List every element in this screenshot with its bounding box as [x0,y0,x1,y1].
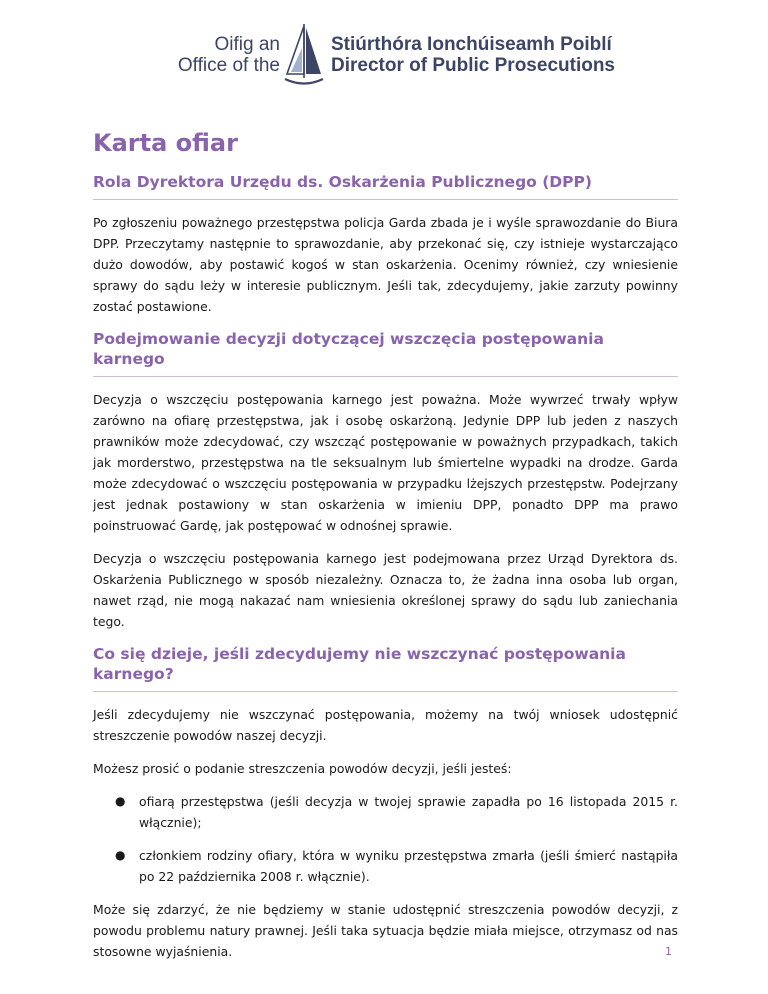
bullet-icon: ● [115,848,126,862]
list-item-text: ofiarą przestępstwa (jeśli decyzja w twojej sprawie zapadła po 16 listopada 2015 r. włącznie); [139,794,678,830]
paragraph: Jeśli zdecydujemy nie wszczynać postępowania, możemy na twój wniosek udostępnić streszczenie powodów naszej decyzji. [93,707,678,743]
section-heading: Co się dzieje, jeśli zdecydujemy nie wszczynać postępowania karnego? [93,644,678,692]
sails-logo-icon [283,22,325,90]
page-number: 1 [665,945,672,958]
section-prosecution-decision [93,329,678,632]
logo-right-line1: Stiúrthóra Ionchúiseamh Poiblí [331,34,612,55]
bullet-icon: ● [115,794,126,808]
paragraph: Po zgłoszeniu poważnego przestępstwa policja Garda zbada je i wyśle sprawozdanie do Biura DPP. Przeczytamy następnie to sprawozdanie, aby przekonać się, czy istnieje wystarczająco dużo dowodów, aby postawić kogoś w stan oskarżenia. Ocenimy również, czy wniesienie sprawy do sądu leży w interesie publicznym. Jeśli tak, zdecydujemy, jakie zarzuty powinny zostać postawione. [93,215,678,314]
section-no-prosecution [93,644,678,962]
page-title: Karta ofiar [93,129,238,157]
list-item [93,845,678,887]
paragraph: Możesz prosić o podanie streszczenia powodów decyzji, jeśli jesteś: [93,761,512,776]
section-dpp-role [93,172,678,317]
logo-text-office-name [331,34,615,76]
logo-text-irish-english [178,34,280,76]
section-heading: Rola Dyrektora Urzędu ds. Oskarżenia Publicznego (DPP) [93,172,678,200]
logo-left-line1: Oifig an [214,34,280,55]
paragraph: Może się zdarzyć, że nie będziemy w stanie udostępnić streszczenia powodów decyzji, z powodu problemu natury prawnej. Jeśli taka sytuacja będzie miała miejsce, otrzymasz od nas stosowne wyjaśnienia. [93,902,678,959]
letterhead [0,22,768,90]
paragraph: Decyzja o wszczęciu postępowania karnego jest podejmowana przez Urząd Dyrektora ds. Oskarżenia Publicznego w sposób niezależny. Oznacza to, że żadna inna osoba lub organ, nawet rząd, nie mogą nakazać nam wniesienia określonej sprawy do sądu lub zaniechania tego. [93,551,678,629]
logo-left-line2: Office of the [177,55,280,76]
list-item-text: członkiem rodziny ofiary, która w wyniku przestępstwa zmarła (jeśli śmierć nastąpiła po 22 października 2008 r. włącznie). [139,848,678,884]
document-body [93,128,678,974]
logo-right-line2: Director of Public Prosecutions [331,55,615,76]
paragraph: Decyzja o wszczęciu postępowania karnego jest poważna. Może wywrzeć trwały wpływ zarówno na ofiarę przestępstwa, jak i osobę oskarżoną. Jedynie DPP lub jeden z naszych prawników może zdecydować, czy wszcząć postępowanie w poważnych przypadkach, takich jak morderstwo, przestępstwa na tle seksualnym lub śmiertelne wypadki na drodze. Garda może zdecydować o wszczęciu postępowania w przypadku lżejszych przestępstw. Podejrzany jest jednak postawiony w stan oskarżenia w imieniu DPP, ponadto DPP ma prawo poinstruować Gardę, jak postępować w odnośnej sprawie. [93,392,678,533]
section-heading: Podejmowanie decyzji dotyczącej wszczęcia postępowania karnego [93,329,678,377]
list-item [93,791,678,833]
eligibility-list [93,791,678,887]
